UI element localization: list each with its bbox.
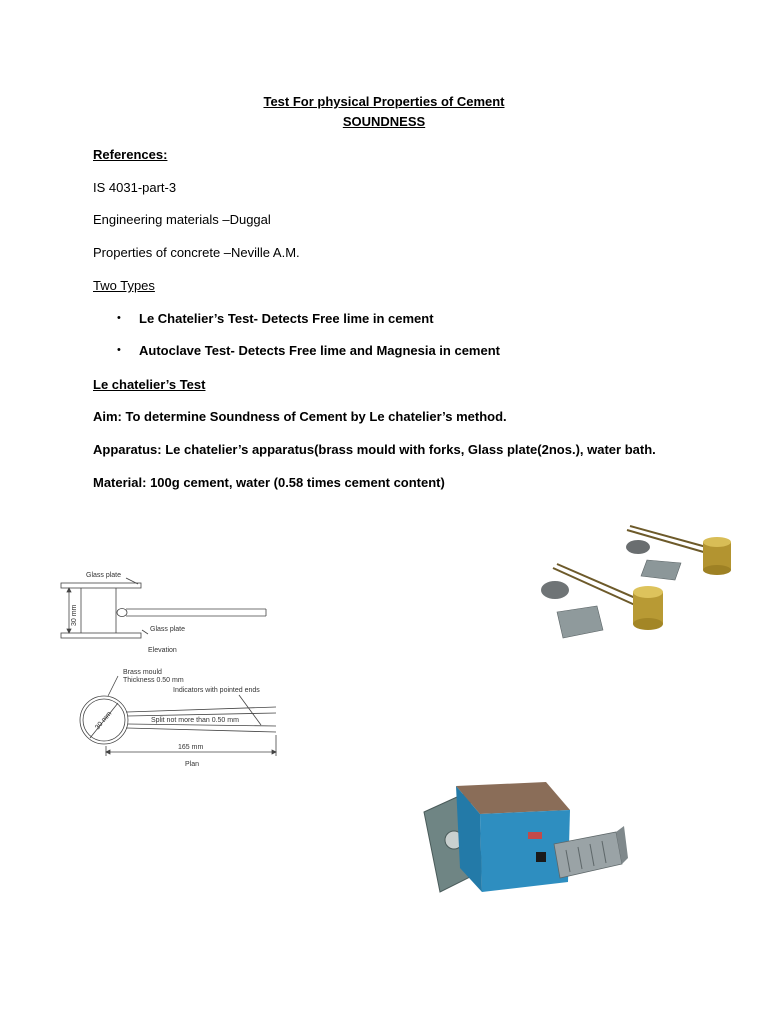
label-diameter: 30 mm	[94, 710, 114, 732]
bullet-icon: •	[117, 344, 121, 356]
types-heading: Two Types	[93, 278, 155, 293]
reference-item: IS 4031-part-3	[93, 180, 177, 195]
page-subtitle: SOUNDNESS	[342, 114, 426, 129]
bullet-icon: •	[117, 312, 121, 324]
type-item: Le Chatelier’s Test- Detects Free lime in cement	[139, 311, 434, 326]
material-text: Material: 100g cement, water (0.58 times cement content)	[93, 475, 445, 490]
label-thickness: Thickness 0.50 mm	[123, 677, 184, 684]
label-elevation: Elevation	[148, 647, 177, 654]
reference-item: Engineering materials –Duggal	[93, 212, 271, 227]
references-heading: References:	[93, 147, 168, 162]
label-length: 165 mm	[178, 744, 204, 751]
label-split: Split not more than 0.50 mm	[151, 717, 239, 724]
section-heading: Le chatelier’s Test	[93, 377, 206, 392]
label-brass-mould: Brass mould	[123, 669, 162, 676]
type-item: Autoclave Test- Detects Free lime and Magnesia in cement	[139, 343, 500, 358]
label-plan: Plan	[185, 761, 200, 768]
apparatus-text: Apparatus: Le chatelier’s apparatus(brass mould with forks, Glass plate(2nos.), water bath.	[93, 442, 656, 457]
le-chatelier-diagram	[56, 560, 296, 790]
label-glass-plate-top: Glass plate	[86, 572, 122, 579]
brass-mould-photo	[535, 520, 735, 645]
aim-text: Aim: To determine Soundness of Cement by Le chatelier’s method.	[93, 409, 507, 424]
page-title: Test For physical Properties of Cement	[263, 94, 505, 109]
water-bath-photo	[410, 752, 650, 922]
label-indicators: Indicators with pointed ends	[173, 687, 260, 694]
reference-item: Properties of concrete –Neville A.M.	[93, 245, 300, 260]
label-height: 30 mm	[71, 604, 78, 626]
label-glass-plate-bottom: Glass plate	[150, 626, 186, 633]
